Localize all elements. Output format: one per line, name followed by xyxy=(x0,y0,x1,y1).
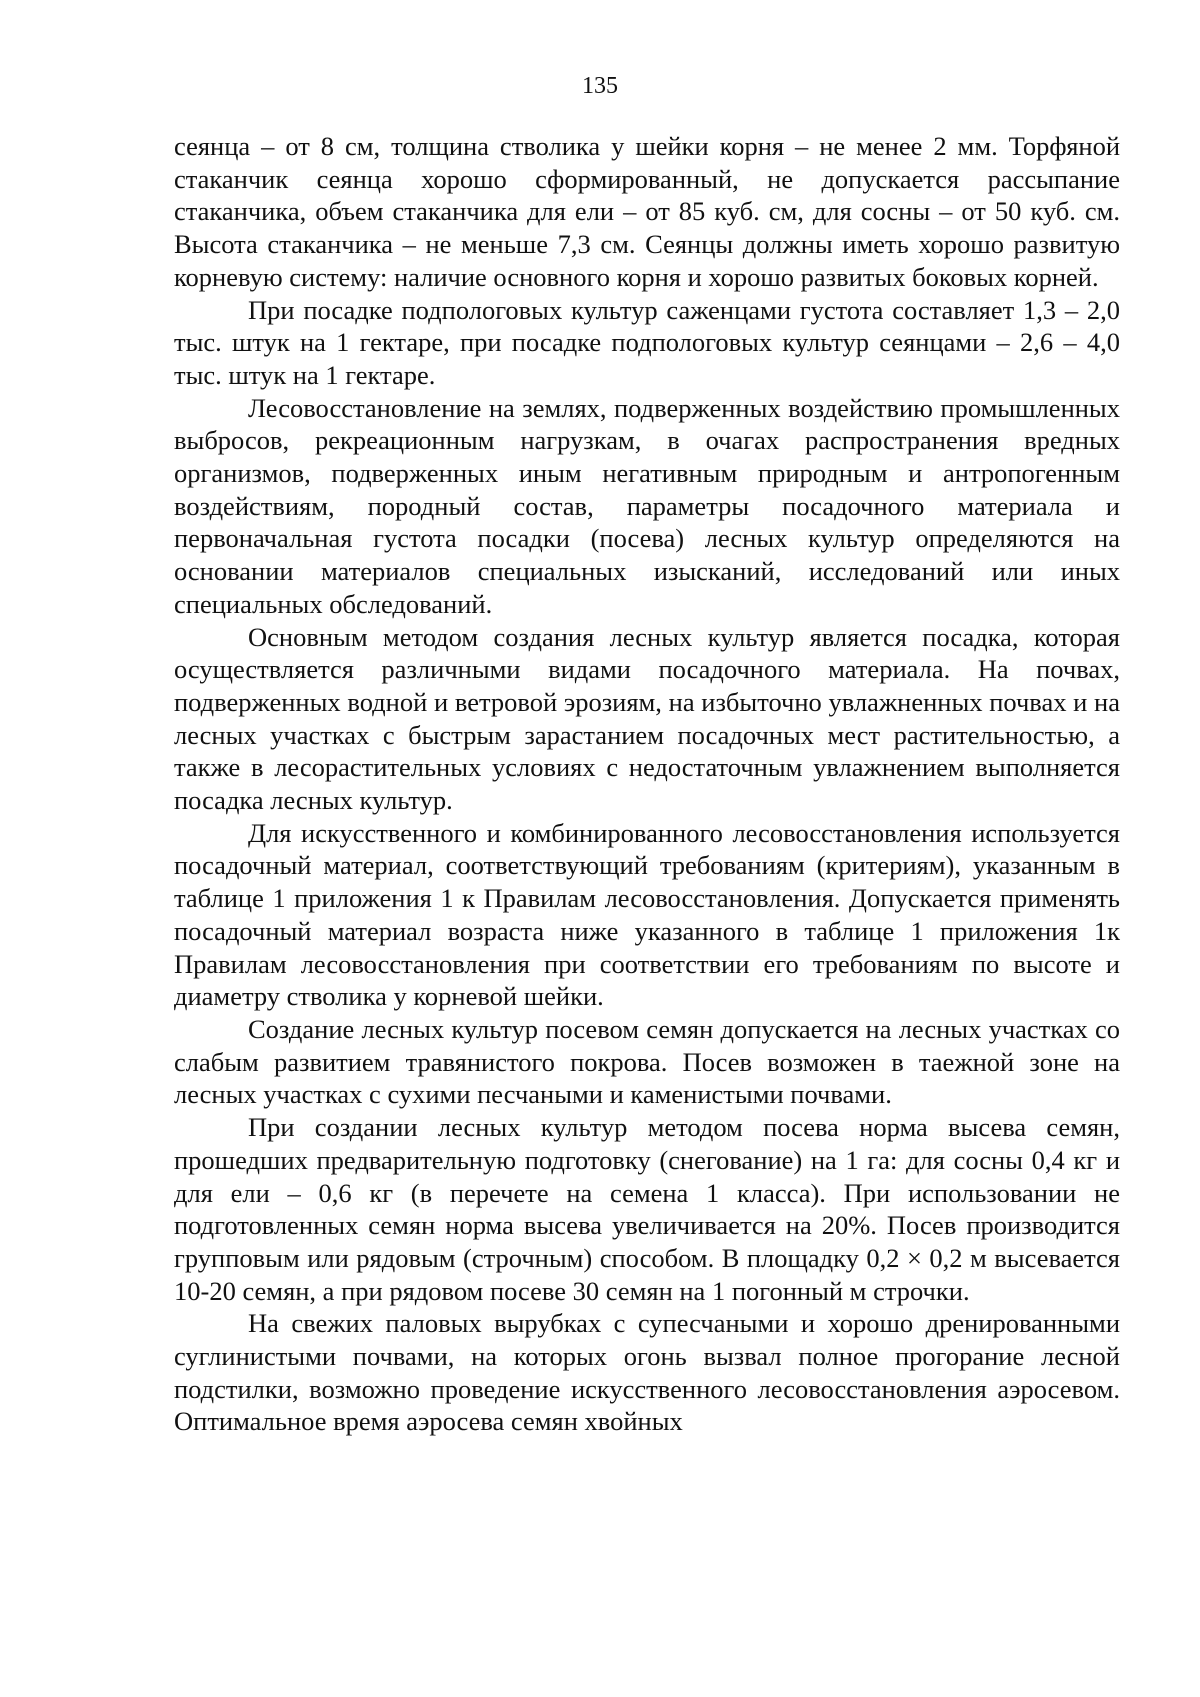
paragraph-6: Создание лесных культур посевом семян допускается на лесных участках со слабым развитием травянистого покрова. Посев возможен в таежной зоне на лесных участках с сухими песчаными и каменистыми почвами. xyxy=(174,1013,1120,1110)
paragraph-4: Основным методом создания лесных культур является посадка, которая осуществляется различными видами посадочного материала. На почвах, подверженных водной и ветровой эрозиям, на избыточно увлажненных почвах и на лесных участках с быстрым зарастанием посадочных мест растительностью, а также в лесорастительных условиях с недостаточным увлажнением выполняется посадка лесных культур. xyxy=(174,621,1120,816)
paragraph-2: При посадке подпологовых культур саженцами густота составляет 1,3 – 2,0 тыс. штук на 1 гектаре, при посадке подпологовых культур сеянцами – 2,6 – 4,0 тыс. штук на 1 гектаре. xyxy=(174,294,1120,390)
document-body xyxy=(174,130,1120,1438)
paragraph-7: При создании лесных культур методом посева норма высева семян, прошедших предварительную подготовку (снегование) на 1 га: для сосны 0,4 кг и для ели – 0,6 кг (в перечете на семена 1 класса). При использовании не подготовленных семян норма высева увеличивается на 20%. Посев производится групповым или рядовым (строчным) способом. В площадку 0,2 × 0,2 м высевается 10-20 семян, а при рядовом посеве 30 семян на 1 погонный м строчки. xyxy=(174,1112,1120,1306)
paragraph-1: сеянца – от 8 см, толщина стволика у шейки корня – не менее 2 мм. Торфяной стаканчик сеянца хорошо сформированный, не допускается рассыпание стаканчика, объем стаканчика для ели – от 85 куб. см, для сосны – от 50 куб. см. Высота стаканчика – не меньше 7,3 см. Сеянцы должны иметь хорошо развитую корневую систему: наличие основного корня и хорошо развитых боковых корней. xyxy=(174,131,1120,292)
page-number: 135 xyxy=(582,73,618,99)
paragraph-8: На свежих паловых вырубках с супесчаными и хорошо дренированными суглинистыми почвами, на которых огонь вызвал полное прогорание лесной подстилки, возможно проведение искусственного лесовосстановления аэросевом. Оптимальное время аэросева семян хвойных xyxy=(174,1308,1120,1437)
paragraph-3: Лесовосстановление на землях, подверженных воздействию промышленных выбросов, рекреационным нагрузкам, в очагах распространения вредных организмов, подверженных иным негативным природным и антропогенным воздействиям, породный состав, параметры посадочного материала и первоначальная густота посадки (посева) лесных культур определяются на основании материалов специальных изысканий, исследований или иных специальных обследований. xyxy=(174,392,1120,619)
paragraph-5: Для искусственного и комбинированного лесовосстановления используется посадочный материал, соответствующий требованиям (критериям), указанным в таблице 1 приложения 1 к Правилам лесовосстановления. Допускается применять посадочный материал возраста ниже указанного в таблице 1 приложения 1к Правилам лесовосстановления при соответствии его требованиям по высоте и диаметру стволика у корневой шейки. xyxy=(174,817,1120,1012)
